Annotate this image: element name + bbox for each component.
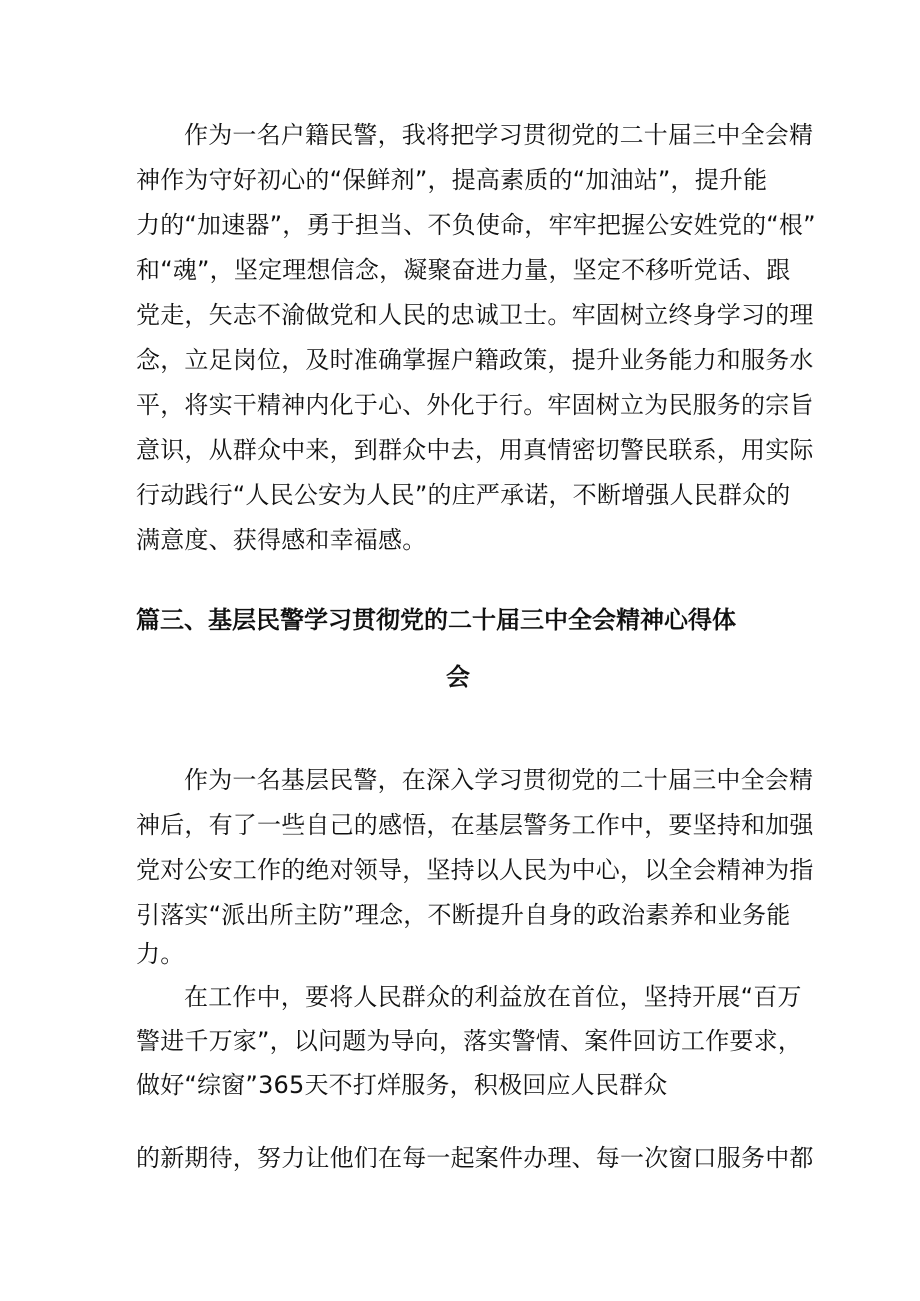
paragraph-1-line-10: 满意度、获得感和幸福感。 [136,526,427,554]
paragraph-4-line-1: 的新期待，努力让他们在每一起案件办理、每一次窗口服务中都 [136,1144,814,1172]
paragraph-2-line-1: 作为一名基层民警，在深入学习贯彻党的二十届三中全会精 [184,766,814,794]
paragraph-3-line-3: 做好“综窗”365天不打烊服务，积极回应人民群众 [136,1071,668,1099]
paragraph-1-line-8: 意识，从群众中来，到群众中去，用真情密切警民联系，用实际 [136,436,814,464]
paragraph-1-line-4: 和“魂”，坚定理想信念，凝聚奋进力量，坚定不移听党话、跟 [136,256,791,284]
paragraph-3-line-2: 警进千万家”，以问题为导向，落实警情、案件回访工作要求， [136,1027,803,1055]
paragraph-1-line-2: 神作为守好初心的“保鲜剂”，提高素质的“加油站”，提升能 [136,166,768,194]
paragraph-1-line-3: 力的“加速器”，勇于担当、不负使命，牢牢把握公安姓党的“根” [136,211,816,239]
section-heading-line-1: 篇三、基层民警学习贯彻党的二十届三中全会精神心得体 [136,606,736,634]
paragraph-1-line-7: 平，将实干精神内化于心、外化于行。牢固树立为民服务的宗旨 [136,391,814,419]
paragraph-3-line-1: 在工作中，要将人民群众的利益放在首位，坚持开展“百万 [184,983,802,1011]
paragraph-1-line-9: 行动践行“人民公安为人民”的庄严承诺，不断增强人民群众的 [136,481,791,509]
paragraph-2-line-5: 力。 [136,940,185,968]
paragraph-2-line-2: 神后，有了一些自己的感悟，在基层警务工作中，要坚持和加强 [136,811,814,839]
paragraph-1-line-5: 党走，矢志不渝做党和人民的忠诚卫士。牢固树立终身学习的理 [136,301,814,329]
section-heading-line-2: 会 [446,663,470,691]
paragraph-1-line-6: 念，立足岗位，及时准确掌握户籍政策，提升业务能力和服务水 [136,346,814,374]
paragraph-2-line-3: 党对公安工作的绝对领导，坚持以人民为中心，以全会精神为指 [136,856,814,884]
paragraph-2-line-4: 引落实“派出所主防”理念，不断提升自身的政治素养和业务能 [136,901,791,929]
paragraph-1-line-1: 作为一名户籍民警，我将把学习贯彻党的二十届三中全会精 [184,121,814,149]
